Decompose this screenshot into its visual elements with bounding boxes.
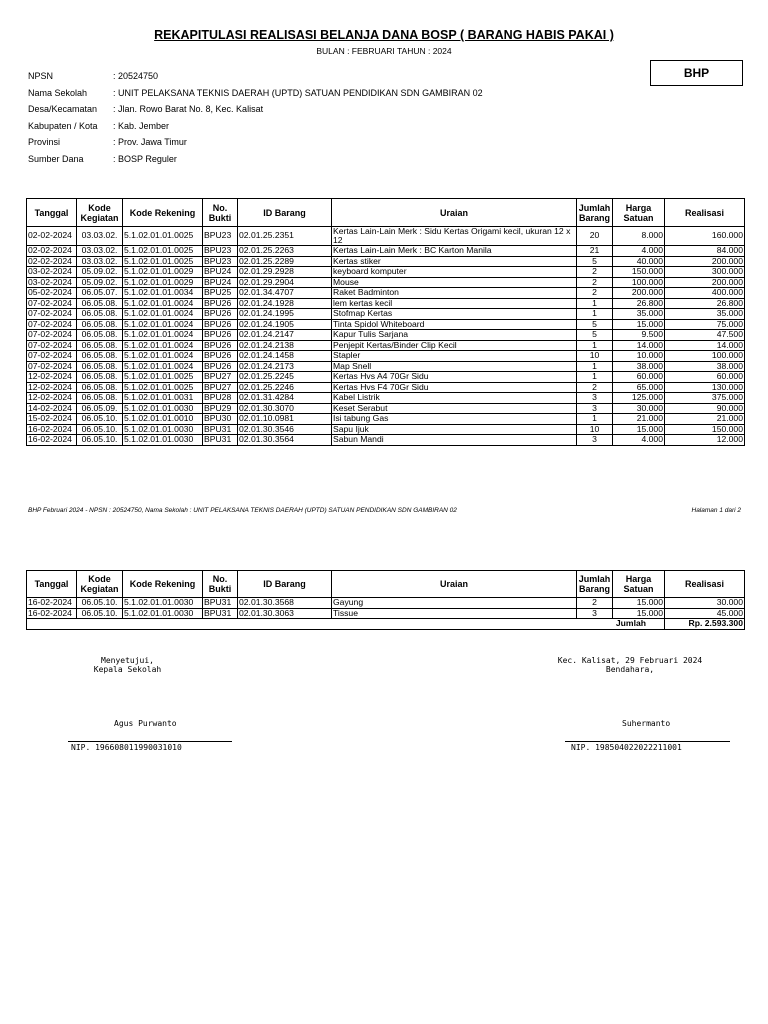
cell-kode-kegiatan: 06.05.10. (77, 608, 123, 619)
cell-no-bukti: BPU25 (203, 288, 238, 299)
cell-uraian: Kertas Lain-Lain Merk : BC Karton Manila (332, 246, 577, 257)
cell-kode-kegiatan: 03.03.02. (77, 256, 123, 267)
cell-kode-rekening: 5.1.02.01.01.0024 (123, 361, 203, 372)
cell-uraian: Kertas Hvs F4 70Gr Sidu (332, 382, 577, 393)
cell-realisasi: 35.000 (665, 309, 745, 320)
col-harga-satuan: Harga Satuan (613, 199, 665, 227)
cell-id-barang: 02.01.24.2138 (238, 340, 332, 351)
approval-block (60, 656, 195, 674)
cell-kode-rekening: 5.1.02.01.01.0024 (123, 340, 203, 351)
info-label: Desa/Kecamatan (28, 104, 98, 114)
cell-kode-rekening: 5.1.02.01.01.0010 (123, 414, 203, 425)
cell-harga: 4.000 (613, 246, 665, 257)
info-value: : UNIT PELAKSANA TEKNIS DAERAH (UPTD) SATUAN PENDIDIKAN SDN GAMBIRAN 02 (113, 87, 483, 98)
cell-id-barang: 02.01.25.2263 (238, 246, 332, 257)
cell-kode-rekening: 5.1.02.01.01.0029 (123, 267, 203, 278)
cell-jumlah: 2 (577, 382, 613, 393)
cell-kode-rekening: 5.1.02.01.01.0024 (123, 351, 203, 362)
cell-harga: 65.000 (613, 382, 665, 393)
cell-kode-kegiatan: 06.05.08. (77, 309, 123, 320)
cell-harga: 15.000 (613, 424, 665, 435)
cell-harga: 8.000 (613, 227, 665, 246)
expenditure-table-page-2 (26, 570, 745, 630)
cell-realisasi: 38.000 (665, 361, 745, 372)
cell-realisasi: 26.800 (665, 298, 745, 309)
col-tanggal: Tanggal (27, 571, 77, 598)
col-realisasi: Realisasi (665, 199, 745, 227)
cell-realisasi: 150.000 (665, 424, 745, 435)
cell-kode-rekening: 5.1.02.01.01.0029 (123, 277, 203, 288)
cell-harga: 10.000 (613, 351, 665, 362)
place-date: Kec. Kalisat, 29 Februari 2024 (557, 656, 703, 665)
cell-kode-kegiatan: 06.05.08. (77, 361, 123, 372)
cell-kode-kegiatan: 06.05.07. (77, 288, 123, 299)
cell-tanggal: 03-02-2024 (27, 277, 77, 288)
cell-kode-rekening: 5.1.02.01.01.0024 (123, 330, 203, 341)
principal-name: Agus Purwanto (114, 719, 177, 728)
page-number: Halaman 1 dari 2 (691, 507, 741, 514)
cell-harga: 15.000 (613, 319, 665, 330)
cell-no-bukti: BPU26 (203, 309, 238, 320)
total-label: Jumlah (27, 619, 665, 630)
col-harga-satuan: Harga Satuan (613, 571, 665, 598)
cell-no-bukti: BPU31 (203, 608, 238, 619)
cell-no-bukti: BPU23 (203, 227, 238, 246)
cell-kode-kegiatan: 06.05.08. (77, 340, 123, 351)
cell-harga: 100.000 (613, 277, 665, 288)
cell-tanggal: 07-02-2024 (27, 319, 77, 330)
table-row (27, 403, 745, 414)
cell-harga: 38.000 (613, 361, 665, 372)
table-row (27, 227, 745, 246)
category-badge: BHP (650, 60, 743, 86)
cell-id-barang: 02.01.25.2245 (238, 372, 332, 383)
page-footer-note: BHP Februari 2024 - NPSN : 20524750, Nama Sekolah : UNIT PELAKSANA TEKNIS DAERAH (UPTD) SATUAN PENDIDIKAN SDN GAMBIRAN 02 (28, 507, 457, 514)
cell-kode-rekening: 5.1.02.01.01.0024 (123, 298, 203, 309)
cell-harga: 40.000 (613, 256, 665, 267)
principal-nip: NIP. 196608011990031010 (71, 743, 182, 752)
treasurer-signature-line (565, 741, 730, 742)
table-row (27, 608, 745, 619)
cell-tanggal: 02-02-2024 (27, 256, 77, 267)
cell-kode-kegiatan: 06.05.08. (77, 298, 123, 309)
cell-no-bukti: BPU31 (203, 598, 238, 609)
col-no-bukti: No. Bukti (203, 199, 238, 227)
cell-tanggal: 15-02-2024 (27, 414, 77, 425)
table-row (27, 256, 745, 267)
cell-jumlah: 1 (577, 361, 613, 372)
cell-no-bukti: BPU26 (203, 298, 238, 309)
table-row (27, 424, 745, 435)
cell-tanggal: 07-02-2024 (27, 330, 77, 341)
cell-tanggal: 16-02-2024 (27, 435, 77, 446)
cell-jumlah: 3 (577, 403, 613, 414)
cell-jumlah: 5 (577, 330, 613, 341)
cell-jumlah: 3 (577, 393, 613, 404)
cell-kode-rekening: 5.1.02.01.01.0030 (123, 608, 203, 619)
cell-uraian: Sapu Ijuk (332, 424, 577, 435)
table-row (27, 340, 745, 351)
cell-id-barang: 02.01.30.3070 (238, 403, 332, 414)
cell-uraian: Tissue (332, 608, 577, 619)
cell-harga: 35.000 (613, 309, 665, 320)
table-row (27, 319, 745, 330)
approval-role: Kepala Sekolah (93, 665, 162, 674)
cell-tanggal: 02-02-2024 (27, 246, 77, 257)
cell-uraian: Isi tabung Gas (332, 414, 577, 425)
table-row (27, 393, 745, 404)
treasurer-block (540, 656, 720, 674)
cell-id-barang: 02.01.24.1928 (238, 298, 332, 309)
cell-id-barang: 02.01.24.1458 (238, 351, 332, 362)
cell-kode-kegiatan: 05.09.02. (77, 267, 123, 278)
cell-kode-rekening: 5.1.02.01.01.0025 (123, 382, 203, 393)
cell-jumlah: 3 (577, 435, 613, 446)
cell-id-barang: 02.01.24.1905 (238, 319, 332, 330)
col-jumlah-barang: Jumlah Barang (577, 571, 613, 598)
cell-harga: 4.000 (613, 435, 665, 446)
cell-tanggal: 07-02-2024 (27, 361, 77, 372)
cell-harga: 14.000 (613, 340, 665, 351)
table-row (27, 330, 745, 341)
cell-uraian: Stapler (332, 351, 577, 362)
cell-uraian: Mouse (332, 277, 577, 288)
total-value: Rp. 2.593.300 (665, 619, 745, 630)
cell-kode-kegiatan: 06.05.08. (77, 382, 123, 393)
cell-jumlah: 2 (577, 267, 613, 278)
cell-id-barang: 02.01.24.2147 (238, 330, 332, 341)
cell-tanggal: 16-02-2024 (27, 598, 77, 609)
cell-uraian: keyboard komputer (332, 267, 577, 278)
table-row (27, 372, 745, 383)
cell-harga: 21.000 (613, 414, 665, 425)
cell-realisasi: 14.000 (665, 340, 745, 351)
cell-uraian: lem kertas kecil (332, 298, 577, 309)
cell-kode-kegiatan: 06.05.10. (77, 598, 123, 609)
cell-jumlah: 1 (577, 372, 613, 383)
cell-no-bukti: BPU23 (203, 256, 238, 267)
table-row (27, 361, 745, 372)
cell-harga: 150.000 (613, 267, 665, 278)
cell-jumlah: 2 (577, 277, 613, 288)
cell-realisasi: 12.000 (665, 435, 745, 446)
col-kode-rekening: Kode Rekening (123, 571, 203, 598)
col-kode-kegiatan: Kode Kegiatan (77, 571, 123, 598)
cell-tanggal: 12-02-2024 (27, 372, 77, 383)
table-row (27, 435, 745, 446)
cell-id-barang: 02.01.25.2246 (238, 382, 332, 393)
cell-id-barang: 02.01.30.3568 (238, 598, 332, 609)
cell-uraian: Sabun Mandi (332, 435, 577, 446)
cell-id-barang: 02.01.29.2904 (238, 277, 332, 288)
cell-id-barang: 02.01.34.4707 (238, 288, 332, 299)
report-title: REKAPITULASI REALISASI BELANJA DANA BOSP ( BARANG HABIS PAKAI ) (154, 28, 614, 42)
table-row (27, 267, 745, 278)
cell-uraian: Kapur Tulis Sarjana (332, 330, 577, 341)
cell-kode-rekening: 5.1.02.01.01.0030 (123, 403, 203, 414)
cell-realisasi: 400.000 (665, 288, 745, 299)
cell-no-bukti: BPU31 (203, 435, 238, 446)
cell-kode-kegiatan: 06.05.10. (77, 435, 123, 446)
info-label: Nama Sekolah (28, 87, 88, 98)
cell-kode-kegiatan: 03.03.02. (77, 227, 123, 246)
treasurer-name: Suhermanto (622, 719, 671, 728)
cell-harga: 15.000 (613, 608, 665, 619)
col-jumlah-barang: Jumlah Barang (577, 199, 613, 227)
cell-uraian: Raket Badminton (332, 288, 577, 299)
cell-id-barang: 02.01.31.4284 (238, 393, 332, 404)
cell-kode-rekening: 5.1.02.01.01.0034 (123, 288, 203, 299)
cell-realisasi: 45.000 (665, 608, 745, 619)
cell-jumlah: 2 (577, 598, 613, 609)
cell-kode-kegiatan: 06.05.09. (77, 403, 123, 414)
cell-tanggal: 07-02-2024 (27, 351, 77, 362)
cell-realisasi: 375.000 (665, 393, 745, 404)
cell-uraian: Tinta Spidol Whiteboard (332, 319, 577, 330)
cell-uraian: Keset Serabut (332, 403, 577, 414)
cell-tanggal: 03-02-2024 (27, 267, 77, 278)
cell-id-barang: 02.01.24.1995 (238, 309, 332, 320)
cell-tanggal: 07-02-2024 (27, 298, 77, 309)
col-id-barang: ID Barang (238, 571, 332, 598)
cell-realisasi: 47.500 (665, 330, 745, 341)
col-no-bukti: No. Bukti (203, 571, 238, 598)
col-tanggal: Tanggal (27, 199, 77, 227)
cell-jumlah: 10 (577, 424, 613, 435)
cell-kode-rekening: 5.1.02.01.01.0024 (123, 319, 203, 330)
table-row (27, 414, 745, 425)
treasurer-role: Bendahara, (605, 665, 655, 674)
cell-id-barang: 02.01.24.2173 (238, 361, 332, 372)
expenditure-table-page-1 (26, 198, 745, 446)
cell-harga: 125.000 (613, 393, 665, 404)
cell-kode-kegiatan: 06.05.08. (77, 372, 123, 383)
info-value: : Kab. Jember (113, 120, 170, 131)
cell-harga: 9.500 (613, 330, 665, 341)
cell-realisasi: 300.000 (665, 267, 745, 278)
cell-no-bukti: BPU30 (203, 414, 238, 425)
cell-kode-rekening: 5.1.02.01.01.0025 (123, 372, 203, 383)
cell-jumlah: 1 (577, 340, 613, 351)
cell-realisasi: 200.000 (665, 277, 745, 288)
cell-realisasi: 84.000 (665, 246, 745, 257)
col-kode-kegiatan: Kode Kegiatan (77, 199, 123, 227)
cell-jumlah: 10 (577, 351, 613, 362)
cell-kode-rekening: 5.1.02.01.01.0025 (123, 256, 203, 267)
cell-tanggal: 05-02-2024 (27, 288, 77, 299)
cell-no-bukti: BPU26 (203, 361, 238, 372)
cell-id-barang: 02.01.25.2289 (238, 256, 332, 267)
cell-tanggal: 02-02-2024 (27, 227, 77, 246)
cell-realisasi: 200.000 (665, 256, 745, 267)
cell-jumlah: 1 (577, 414, 613, 425)
cell-uraian: Map Snell (332, 361, 577, 372)
col-uraian: Uraian (332, 571, 577, 598)
cell-no-bukti: BPU26 (203, 319, 238, 330)
col-uraian: Uraian (332, 199, 577, 227)
cell-uraian: Kertas stiker (332, 256, 577, 267)
cell-uraian: Kertas Lain-Lain Merk : Sidu Kertas Origami kecil, ukuran 12 x 12 (332, 227, 577, 246)
cell-harga: 15.000 (613, 598, 665, 609)
cell-kode-rekening: 5.1.02.01.01.0024 (123, 309, 203, 320)
cell-id-barang: 02.01.25.2351 (238, 227, 332, 246)
table-row (27, 351, 745, 362)
treasurer-nip: NIP. 198504022022211001 (571, 743, 682, 752)
cell-kode-rekening: 5.1.02.01.01.0025 (123, 246, 203, 257)
cell-uraian: Kertas Hvs A4 70Gr Sidu (332, 372, 577, 383)
cell-tanggal: 12-02-2024 (27, 393, 77, 404)
table-row (27, 598, 745, 609)
table-row (27, 298, 745, 309)
cell-realisasi: 160.000 (665, 227, 745, 246)
cell-kode-kegiatan: 06.05.10. (77, 424, 123, 435)
table-row (27, 246, 745, 257)
cell-realisasi: 90.000 (665, 403, 745, 414)
cell-uraian: Stofmap Kertas (332, 309, 577, 320)
cell-no-bukti: BPU26 (203, 340, 238, 351)
cell-harga: 60.000 (613, 372, 665, 383)
table-row (27, 309, 745, 320)
cell-harga: 26.800 (613, 298, 665, 309)
cell-jumlah: 2 (577, 288, 613, 299)
cell-kode-kegiatan: 05.09.02. (77, 277, 123, 288)
cell-no-bukti: BPU27 (203, 372, 238, 383)
cell-realisasi: 30.000 (665, 598, 745, 609)
cell-kode-rekening: 5.1.02.01.01.0025 (123, 227, 203, 246)
cell-tanggal: 12-02-2024 (27, 382, 77, 393)
cell-kode-kegiatan: 06.05.10. (77, 414, 123, 425)
cell-harga: 200.000 (613, 288, 665, 299)
info-label: Kabupaten / Kota (28, 120, 98, 131)
table-row (27, 382, 745, 393)
info-value: : Jlan. Rowo Barat No. 8, Kec. Kalisat (113, 104, 264, 114)
cell-kode-rekening: 5.1.02.01.01.0030 (123, 435, 203, 446)
cell-kode-kegiatan: 06.05.08. (77, 330, 123, 341)
info-value: : Prov. Jawa Timur (113, 137, 187, 147)
col-realisasi: Realisasi (665, 571, 745, 598)
total-row (27, 619, 745, 630)
principal-signature-line (68, 741, 232, 742)
info-value: : BOSP Reguler (113, 153, 177, 164)
cell-id-barang: 02.01.30.3063 (238, 608, 332, 619)
cell-realisasi: 100.000 (665, 351, 745, 362)
cell-realisasi: 75.000 (665, 319, 745, 330)
cell-no-bukti: BPU23 (203, 246, 238, 257)
table-row (27, 288, 745, 299)
table-header-row (27, 571, 745, 598)
info-value: : 20524750 (113, 71, 159, 81)
report-period: BULAN : FEBRUARI TAHUN : 2024 (316, 46, 452, 56)
cell-id-barang: 02.01.30.3546 (238, 424, 332, 435)
cell-no-bukti: BPU24 (203, 267, 238, 278)
cell-id-barang: 02.01.29.2928 (238, 267, 332, 278)
cell-tanggal: 16-02-2024 (27, 424, 77, 435)
cell-no-bukti: BPU26 (203, 351, 238, 362)
col-kode-rekening: Kode Rekening (123, 199, 203, 227)
cell-realisasi: 130.000 (665, 382, 745, 393)
cell-no-bukti: BPU28 (203, 393, 238, 404)
cell-jumlah: 1 (577, 309, 613, 320)
cell-kode-kegiatan: 06.05.08. (77, 393, 123, 404)
cell-kode-kegiatan: 06.05.08. (77, 351, 123, 362)
col-id-barang: ID Barang (238, 199, 332, 227)
cell-kode-rekening: 5.1.02.01.01.0031 (123, 393, 203, 404)
cell-no-bukti: BPU24 (203, 277, 238, 288)
cell-kode-kegiatan: 06.05.08. (77, 319, 123, 330)
cell-kode-rekening: 5.1.02.01.01.0030 (123, 598, 203, 609)
info-label: NPSN (28, 71, 54, 81)
cell-id-barang: 02.01.30.3564 (238, 435, 332, 446)
cell-uraian: Penjepit Kertas/Binder Clip Kecil (332, 340, 577, 351)
cell-no-bukti: BPU29 (203, 403, 238, 414)
cell-kode-rekening: 5.1.02.01.01.0030 (123, 424, 203, 435)
cell-tanggal: 16-02-2024 (27, 608, 77, 619)
cell-kode-kegiatan: 03.03.02. (77, 246, 123, 257)
cell-no-bukti: BPU26 (203, 330, 238, 341)
cell-realisasi: 21.000 (665, 414, 745, 425)
cell-jumlah: 5 (577, 319, 613, 330)
table-header-row (27, 199, 745, 227)
table-row (27, 277, 745, 288)
info-label: Provinsi (28, 137, 61, 147)
approval-caption: Menyetujui, (101, 656, 154, 665)
cell-tanggal: 07-02-2024 (27, 309, 77, 320)
cell-uraian: Kabel Listrik (332, 393, 577, 404)
cell-jumlah: 21 (577, 246, 613, 257)
cell-harga: 30.000 (613, 403, 665, 414)
cell-jumlah: 20 (577, 227, 613, 246)
cell-jumlah: 3 (577, 608, 613, 619)
cell-jumlah: 1 (577, 298, 613, 309)
cell-no-bukti: BPU31 (203, 424, 238, 435)
cell-jumlah: 5 (577, 256, 613, 267)
cell-no-bukti: BPU27 (203, 382, 238, 393)
cell-uraian: Gayung (332, 598, 577, 609)
cell-realisasi: 60.000 (665, 372, 745, 383)
cell-tanggal: 07-02-2024 (27, 340, 77, 351)
cell-tanggal: 14-02-2024 (27, 403, 77, 414)
info-label: Sumber Dana (28, 153, 84, 164)
cell-id-barang: 02.01.10.0981 (238, 414, 332, 425)
